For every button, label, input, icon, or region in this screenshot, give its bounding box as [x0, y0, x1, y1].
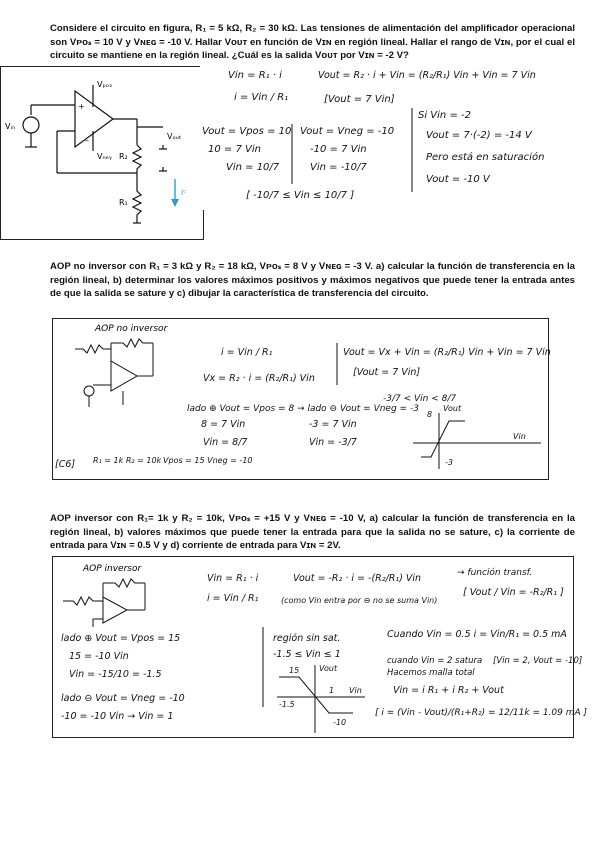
sol3-line12: región sin sat. [273, 633, 341, 644]
r2-resistor [133, 145, 141, 187]
sol3-line19: [Vin = 2, Vout = -10] [493, 656, 583, 666]
vneg-label: Vₙₑᵧ [97, 152, 112, 161]
sol1-line7: Vin = 10/7 [226, 162, 280, 173]
sol1-line14: Pero está en saturación [426, 152, 545, 163]
sol1-line13: Vout = 7·(-2) = -14 V [426, 130, 532, 141]
r2-label: R₂ [119, 152, 128, 161]
op-amp-circuit-svg [1, 67, 203, 239]
sol1-line9: -10 = 7 Vin [310, 144, 367, 155]
sol3-line17: Vin = i R₁ + i R₂ + Vout [393, 685, 504, 696]
op-amp-symbol [75, 91, 113, 147]
circuit-diagram-1 [0, 66, 204, 240]
sol2-line1: i = Vin / R₁ [221, 347, 273, 358]
sol2-line9: Vin = -3/7 [309, 437, 357, 448]
sol2-title: AOP no inversor [95, 324, 168, 334]
sol1-line5: Vout = Vpos = 10 [202, 126, 292, 137]
sol2-axis-x: Vin [513, 432, 526, 441]
sol3-line6: [ Vout / Vin = -R₂/R₁ ] [463, 587, 564, 598]
sol1-line2: i = Vin / R₁ [234, 92, 289, 103]
sol3-tick-1: 1 [329, 686, 335, 695]
ic-label: iᶜ [181, 188, 187, 197]
current-arrow-head [171, 199, 179, 207]
sol3-tick-m10: -10 [333, 718, 347, 727]
sol2-line6: 8 = 7 Vin [201, 419, 246, 430]
sol3-line10: lado ⊖ Vout = Vneg = -10 [61, 693, 185, 704]
sol2-line7: Vin = 8/7 [203, 437, 248, 448]
sol3-axis-x: Vin [349, 686, 362, 695]
sol3-line3: (como Vin entra por ⊖ no se suma Vin) [281, 596, 438, 605]
sol3-line13: -1.5 ≤ Vin ≤ 1 [273, 649, 341, 660]
vin-source [23, 117, 39, 133]
sol2-line12: R₁ = 1k R₂ = 10k [93, 456, 162, 465]
sol2-line10: -3/7 < Vin < 8/7 [383, 394, 457, 404]
sol3-line7: lado ⊕ Vout = Vpos = 15 [61, 633, 181, 644]
sol1-line3: Vout = R₂ · i + Vin = (R₂/R₁) Vin + Vin = 7 Vin [318, 70, 536, 81]
sol3-title: AOP inversor [83, 564, 142, 574]
sol2-axis-y: Vout [443, 404, 462, 413]
sol2-line5: lado ⊕ Vout = Vpos = 8 → lado ⊖ Vout = Vneg = -3 [187, 404, 419, 414]
sol2-line8: -3 = 7 Vin [309, 419, 357, 430]
vout-label: Vₒᵤₜ [167, 132, 182, 141]
sol2-line13: Vpos = 15 Vneg = -10 [163, 456, 253, 465]
sol3-line18: [ i = (Vin - Vout)/(R₁+R₂) = 12/11k = 1.09 mA ] [375, 708, 588, 718]
sol1-line6: 10 = 7 Vin [208, 144, 261, 155]
sol2-line3: Vout = Vx + Vin = (R₂/R₁) Vin + Vin = 7 Vin [343, 347, 551, 358]
vin-label: Vᵢₙ [5, 122, 16, 131]
sol2-line11: [C6] [55, 459, 76, 470]
sol2-tick-8: 8 [427, 410, 433, 419]
sol2-line2: Vx = R₂ · i = (R₂/R₁) Vin [203, 373, 315, 384]
sol3-line5: → función transf. [457, 568, 533, 578]
sol3-tick-m15: -1.5 [279, 700, 295, 709]
sol1-range: [ -10/7 ≤ Vin ≤ 10/7 ] [246, 190, 355, 201]
sol3-line4: Vout = -R₂ · i = -(R₂/R₁) Vin [293, 573, 422, 584]
sol3-line2: i = Vin / R₁ [207, 593, 259, 604]
minus-sign: – [85, 136, 89, 145]
sol1-line4: [Vout = 7 Vin] [324, 94, 395, 105]
sol3-circuit-sketch [63, 579, 145, 627]
vpos-label: Vₚₒₛ [97, 80, 113, 89]
sol3-line8: 15 = -10 Vin [69, 651, 129, 662]
solution-1 [200, 64, 596, 210]
sol3-line16: Hacemos malla total [387, 668, 475, 678]
sol3-transfer-plot [277, 665, 365, 733]
sol3-line9: Vin = -15/10 = -1.5 [69, 669, 162, 680]
sol1-line1: Vin = R₁ · i [228, 70, 282, 81]
problem-3-statement: AOP inversor con R₁= 1k y R₂ = 10k, Vᴘᴏₛ = +15 V y Vɴᴇɢ = -10 V, a) calcular la función de transferencia en la región lineal, b) valores máximos que puede tener la entrada para que la salida no se sature, c) la corriente de entrada para Vɪɴ = 0.5 V y d) corriente de entrada para Vɪɴ = 2V. [50, 513, 575, 551]
sol3-line1: Vin = R₁ · i [207, 573, 259, 584]
sol3-tick-15: 15 [289, 666, 300, 675]
problem-2-statement: AOP no inversor con R₁ = 3 kΩ y R₂ = 18 kΩ, Vᴘᴏₛ = 8 V y Vɴᴇɢ = -3 V. a) calcular la función de transferencia en la región lineal, b) determinar los valores máximos positivos y máximos negativos que puede tener la entrada antes de que la salida se sature y c) dibujar la característica de transferencia del circuito. [50, 261, 575, 299]
sol1-line8: Vout = Vneg = -10 [300, 126, 395, 137]
solution-3 [52, 556, 588, 738]
r1-label: R₁ [119, 198, 128, 207]
sol2-tick-m3: -3 [445, 458, 453, 467]
sol1-line15: Vout = -10 V [426, 174, 490, 185]
sol3-line15: cuando Vin = 2 satura [387, 656, 483, 666]
sol3-axis-y: Vout [319, 664, 338, 673]
sol2-line4: [Vout = 7 Vin] [353, 367, 421, 378]
sol1-line10: Vin = -10/7 [310, 162, 367, 173]
solution-2 [52, 318, 549, 480]
plus-sign: + [78, 102, 85, 111]
sol3-line11: -10 = -10 Vin → Vin = 1 [61, 711, 174, 722]
sol3-line14: Cuando Vin = 0.5 i = Vin/R₁ = 0.5 mA [387, 629, 567, 640]
sol2-circuit-sketch [75, 339, 153, 407]
sol2-transfer-plot [413, 413, 541, 469]
problem-1-statement: Considere el circuito en figura, R₁ = 5 kΩ, R₂ = 30 kΩ. Las tensiones de alimentación del amplificador operacional son Vᴘᴏₛ = 10 V y Vɴᴇɢ = -10 V. Hallar Vᴏᴜᴛ en función de Vɪɴ en región lineal. Hallar el rango de Vɪɴ, por el cual el circuito se mantiene en la región lineal. ¿Cuál es la salida Vᴏᴜᴛ por Vɪɴ = -2 V? [50, 23, 575, 61]
r1-resistor [133, 187, 141, 223]
sol1-line12: Si Vin = -2 [418, 110, 471, 121]
